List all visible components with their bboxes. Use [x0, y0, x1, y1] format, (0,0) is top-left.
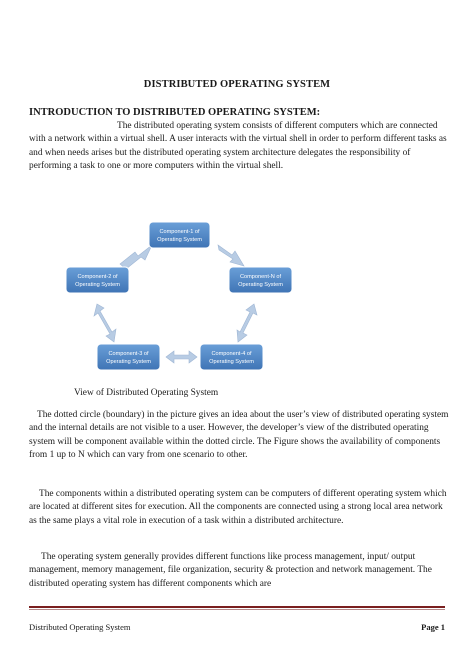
svg-text:Operating System: Operating System — [157, 237, 202, 243]
svg-text:Operating System: Operating System — [238, 282, 283, 288]
svg-text:Component-N of: Component-N of — [239, 274, 282, 280]
document-title: DISTRIBUTED OPERATING SYSTEM — [143, 79, 331, 90]
section-heading: INTRODUCTION TO DISTRIBUTED OPERATING SYSTEM: — [29, 107, 321, 118]
paragraph-intro: The distributed operating system consists of different computers which are connected with a network within a virtual shell. A user interacts with the virtual shell in order to perform different tasks as and when needs arises but the distributed operating system architecture delegates the responsibility of performing a task to one or more computers within the virtual shell. — [29, 121, 447, 172]
figure-caption: View of Distributed Operating System — [74, 388, 219, 398]
svg-text:Operating System: Operating System — [106, 359, 151, 365]
component-2-box — [66, 267, 129, 293]
svg-text:Component-4 of: Component-4 of — [211, 351, 252, 357]
svg-text:Component-3 of: Component-3 of — [108, 351, 149, 357]
paragraph-user-view: The dotted circle (boundary) in the picture gives an idea about the user’s view of distributed operating system and the internal details are not visible to a user. However, the developer’s view of the distributed operating system will be component available within the dotted circle. The Figure shows the availability of components from 1 up to N which can vary from one scenario to other. — [29, 410, 449, 461]
arrow-2-to-3 — [94, 304, 116, 342]
svg-text:Operating System: Operating System — [209, 359, 254, 365]
paragraph-functions: The operating system generally provides different functions like process management, input/ output management, memory management, file organization, security & protection and network management. The distributed operating system has different components which are — [29, 552, 432, 589]
component-4-box — [200, 344, 263, 370]
footer-document-name: Distributed Operating System — [29, 622, 131, 632]
distributed-os-diagram — [0, 212, 474, 382]
svg-text:Component-2 of: Component-2 of — [77, 274, 118, 280]
svg-text:Operating System: Operating System — [75, 282, 120, 288]
footer-divider-thin — [29, 609, 445, 610]
arrow-3-to-4 — [166, 351, 197, 363]
svg-text:Component-1 of: Component-1 of — [159, 229, 200, 235]
component-3-box — [97, 344, 160, 370]
arrow-1-to-n — [218, 245, 244, 266]
component-n-box — [229, 267, 292, 293]
footer-divider — [29, 606, 445, 608]
paragraph-components: The components within a distributed operating system can be computers of different operating system which are located at different sites for execution. All the components are connected using a strong local area network as the same plays a vital role in execution of a task within a distributed architecture. — [29, 489, 447, 526]
arrow-2-to-1 — [120, 245, 152, 269]
component-1-box — [149, 222, 210, 248]
arrow-n-to-4 — [237, 304, 257, 342]
footer-page-number: Page 1 — [421, 622, 445, 632]
